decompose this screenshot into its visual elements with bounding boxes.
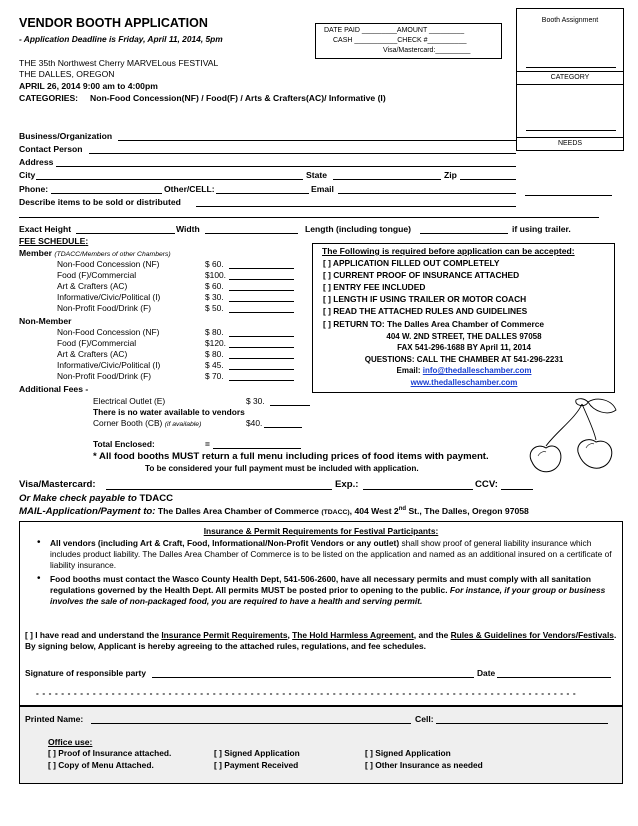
cell-input[interactable] <box>436 723 608 724</box>
booth-assignment-box <box>516 8 624 151</box>
office-check-signed[interactable]: [ ] Signed Application <box>214 748 300 758</box>
nonmember-fee-price: $ 80. <box>205 349 224 359</box>
nonmember-fee-price: $ 80. <box>205 327 224 337</box>
office-payment-box <box>315 23 502 59</box>
booth-assignment-field[interactable] <box>526 67 616 68</box>
page-title: VENDOR BOOTH APPLICATION <box>19 16 208 30</box>
member-fee-input[interactable] <box>229 312 294 313</box>
member-fee-name: Informative/Civic/Political (I) <box>57 292 161 302</box>
email-label: Email: <box>396 366 421 375</box>
member-fee-input[interactable] <box>229 301 294 302</box>
nonmember-fee-input[interactable] <box>229 347 294 348</box>
mail-to-row <box>19 506 529 518</box>
office-check-payment[interactable]: [ ] Payment Received <box>214 760 299 770</box>
insurance-bullet-1-rest: shall show proof of general liability insurance which includes product liability. The Dalles Area Chamber of Commerce is to be listed on the application and named as an additional insured on a certificate of liability insurance. <box>50 538 612 570</box>
electrical-outlet-price: $ 30. <box>246 396 265 406</box>
chamber-website-link[interactable]: www.thedalleschamber.com <box>410 378 518 387</box>
mail-abbrev: (TDACC) <box>321 509 350 516</box>
agreement-checkbox[interactable] <box>25 630 617 652</box>
insurance-bullet-2-italic: For instance, if your group or business involves the sale of non-packaged food, you are required to have a health and serving permit. <box>50 584 606 606</box>
visa-line: Visa/Mastercard:_________ <box>383 47 471 54</box>
nonmember-fee-name: Food (F)/Commercial <box>57 338 137 348</box>
no-water-note: There is no water available to vendors <box>93 407 245 417</box>
ccv-input[interactable] <box>501 489 533 490</box>
fee-schedule-label: FEE SCHEDULE: <box>19 236 89 246</box>
width-label: Width <box>176 224 200 234</box>
cash-check-line: CASH ___________CHECK #__________ <box>333 37 467 44</box>
email-label: Email <box>311 184 334 194</box>
cell-label: Cell: <box>415 714 434 724</box>
agree-link-rules[interactable]: Rules & Guidelines for Vendors/Festivals <box>450 630 614 640</box>
ccv-label: CCV: <box>475 479 498 490</box>
member-fee-price: $ 50. <box>205 303 224 313</box>
corner-booth-price: $40. <box>246 418 263 428</box>
mail-address: , 404 West 2 <box>349 506 399 516</box>
electrical-outlet-label: Electrical Outlet (E) <box>93 396 166 406</box>
member-label: Member <box>19 248 52 258</box>
fax-deadline: FAX 541-296-1688 BY April 11, 2014 <box>397 343 531 352</box>
corner-booth-row <box>93 418 201 429</box>
requirement-item[interactable]: [ ] READ THE ATTACHED RULES AND GUIDELINES <box>323 306 528 316</box>
insurance-bullet-2 <box>50 574 616 606</box>
mail-name: The Dalles Area Chamber of Commerce <box>157 506 319 516</box>
height-input[interactable] <box>76 233 175 234</box>
other-cell-label: Other/CELL: <box>164 184 215 194</box>
deadline-text: - Application Deadline is Friday, April 11, 2014, 5pm <box>19 34 223 44</box>
member-fee-name: Non-Food Concession (NF) <box>57 259 160 269</box>
category-field[interactable] <box>526 130 616 131</box>
office-check-signed-2[interactable]: [ ] Signed Application <box>365 748 451 758</box>
business-label: Business/Organization <box>19 131 113 141</box>
office-check-menu[interactable]: [ ] Copy of Menu Attached. <box>48 760 154 770</box>
electrical-outlet-input[interactable] <box>270 405 310 406</box>
describe-label: Describe items to be sold or distributed <box>19 197 181 207</box>
nonmember-fee-price: $120. <box>205 338 226 348</box>
booth-assignment-label: Booth Assignment <box>541 17 599 24</box>
member-fee-input[interactable] <box>229 268 294 269</box>
member-fee-name: Food (F)/Commercial <box>57 270 137 280</box>
width-input[interactable] <box>205 233 298 234</box>
chamber-address: 404 W. 2ND STREET, THE DALLES 97058 <box>386 332 542 341</box>
length-input[interactable] <box>420 233 508 234</box>
cut-line: - - - - - - - - - - - - - - - - - - - - - - - - - - - - - - - - - - - - - - - - - - - - - - - - - - - - - - - - - - - - - - - - - - - - - - - - - - - - - - - - - - - - - - <box>36 688 577 698</box>
office-use-box <box>19 706 623 784</box>
corner-booth-availability: (if available) <box>164 421 202 428</box>
city-label: City <box>19 170 36 180</box>
date-input[interactable] <box>497 677 611 678</box>
describe-input-line2[interactable] <box>19 217 599 218</box>
office-check-insurance[interactable]: [ ] Proof of Insurance attached. <box>48 748 172 758</box>
requirement-item[interactable]: [ ] APPLICATION FILLED OUT COMPLETELY <box>323 258 500 268</box>
nonmember-fee-name: Non-Food Concession (NF) <box>57 327 160 337</box>
exact-height-label: Exact Height <box>19 224 72 234</box>
member-fee-price: $100. <box>205 270 226 280</box>
member-fee-input[interactable] <box>229 290 294 291</box>
office-check-other-insurance[interactable]: [ ] Other Insurance as needed <box>365 760 483 770</box>
phone-input[interactable] <box>51 193 162 194</box>
nonmember-fee-price: $ 70. <box>205 371 224 381</box>
member-heading <box>19 248 171 259</box>
member-fee-price: $ 60. <box>205 259 224 269</box>
total-enclosed-input[interactable] <box>213 448 301 449</box>
questions-phone: QUESTIONS: CALL THE CHAMBER AT 541-296-2231 <box>364 355 564 364</box>
nonmember-fee-name: Informative/Civic/Political (I) <box>57 360 161 370</box>
bullet-icon: • <box>37 573 41 584</box>
member-fee-name: Art & Crafters (AC) <box>57 281 128 291</box>
address-input[interactable] <box>56 166 516 167</box>
agree-comma: , <box>287 630 293 640</box>
member-fee-price: $ 60. <box>205 281 224 291</box>
exp-label: Exp.: <box>335 479 359 490</box>
member-fee-input[interactable] <box>229 279 294 280</box>
nonmember-fee-input[interactable] <box>229 336 294 337</box>
signature-input[interactable] <box>152 677 474 678</box>
card-number-input[interactable] <box>106 489 332 490</box>
festival-name: THE 35th Northwest Cherry MARVELous FESTIVAL <box>19 58 219 68</box>
office-use-label: Office use: <box>48 737 93 747</box>
cherry-illustration <box>516 396 626 478</box>
check-prefix: Or Make check payable to <box>19 493 137 504</box>
needs-label: NEEDS <box>517 137 623 151</box>
check-payable-row <box>19 493 173 505</box>
mail-address-rest: St., The Dalles, Oregon 97058 <box>406 506 529 516</box>
signature-label: Signature of responsible party <box>25 668 146 678</box>
agree-and: , and the <box>413 630 451 640</box>
zip-input[interactable] <box>460 179 516 180</box>
mail-label: MAIL-Application/Payment to: <box>19 506 156 517</box>
city-input[interactable] <box>36 179 303 180</box>
state-label: State <box>306 170 328 180</box>
mail-address-sup: nd <box>398 506 407 513</box>
printed-name-input[interactable] <box>91 723 411 724</box>
total-enclosed-label: Total Enclosed: <box>93 439 155 449</box>
nonmember-fee-price: $ 45. <box>205 360 224 370</box>
insurance-bullet-1 <box>50 538 616 570</box>
date-label: Date <box>477 668 496 678</box>
festival-city: THE DALLES, OREGON <box>19 69 115 79</box>
nonmember-fee-name: Non-Profit Food/Drink (F) <box>57 371 152 381</box>
agree-rest: . By signing below, Applicant is hereby agreeing to the attached rules, regulations, and fee schedules. <box>25 630 617 651</box>
describe-input[interactable] <box>196 206 516 207</box>
categories-label: CATEGORIES: <box>19 93 79 103</box>
business-input[interactable] <box>118 140 516 141</box>
corner-booth-input[interactable] <box>264 427 302 428</box>
chamber-email-row <box>316 366 612 376</box>
chamber-website-row <box>316 378 612 388</box>
other-cell-input[interactable] <box>216 193 309 194</box>
insurance-bullet-1-bold: All vendors (including Art & Craft, Food, Informational/Non-Profit Vendors or any outlet) <box>50 538 400 548</box>
state-input[interactable] <box>333 179 441 180</box>
member-fee-price: $ 30. <box>205 292 224 302</box>
insurance-title: Insurance & Permit Requirements for Festival Participants: <box>203 526 439 536</box>
total-equals: = <box>205 439 210 449</box>
agree-link-hold-harmless[interactable]: The Hold Harmless Agreement <box>292 630 414 640</box>
agree-prefix: [ ] I have read and understand the <box>25 630 162 640</box>
phone-label: Phone: <box>19 184 49 194</box>
additional-fees-label: Additional Fees - <box>19 384 89 394</box>
corner-booth-label: Corner Booth (CB) <box>93 418 163 428</box>
festival-date: APRIL 26, 2014 9:00 am to 4:00pm <box>19 81 158 91</box>
date-paid-line: DATE PAID _________AMOUNT _________ <box>324 27 465 34</box>
full-payment-note: To be considered your full payment must be included with application. <box>145 464 419 473</box>
nonmember-fee-input[interactable] <box>229 358 294 359</box>
printed-name-label: Printed Name: <box>25 714 84 724</box>
requirement-item[interactable]: [ ] ENTRY FEE INCLUDED <box>323 282 426 292</box>
exp-input[interactable] <box>363 489 473 490</box>
chamber-email-link[interactable]: info@thedalleschamber.com <box>422 366 532 375</box>
member-note: (TDACC/Members of other Chambers) <box>54 251 171 258</box>
agree-link-insurance[interactable]: Insurance Permit Requirements <box>161 630 288 640</box>
contact-label: Contact Person <box>19 144 83 154</box>
length-label: Length (including tongue) <box>305 224 411 234</box>
menu-note: * All food booths MUST return a full menu including prices of food items with payment. <box>93 451 489 462</box>
visa-label: Visa/Mastercard: <box>19 479 96 490</box>
bullet-icon: • <box>37 537 41 548</box>
zip-label: Zip <box>444 170 457 180</box>
requirements-title: The Following is required before application can be accepted: <box>322 246 575 256</box>
nonmember-label: Non-Member <box>19 316 72 326</box>
requirement-item[interactable]: [ ] CURRENT PROOF OF INSURANCE ATTACHED <box>323 270 520 280</box>
insurance-bullet-2-bold: Food booths must contact the Wasco County Health Dept, 541-506-2600, have all necessary permits and must comply with all sanitation regulations governed by the Health Dept. All permits MUST be posted prior to opening to the public. <box>50 574 591 595</box>
nonmember-fee-input[interactable] <box>229 380 294 381</box>
category-label: CATEGORY <box>517 71 623 85</box>
nonmember-fee-name: Art & Crafters (AC) <box>57 349 128 359</box>
requirement-item[interactable]: [ ] LENGTH IF USING TRAILER OR MOTOR COACH <box>323 294 527 304</box>
email-input[interactable] <box>338 193 516 194</box>
member-fee-name: Non-Profit Food/Drink (F) <box>57 303 152 313</box>
contact-input[interactable] <box>89 153 516 154</box>
check-payee: TDACC <box>139 493 174 504</box>
address-label: Address <box>19 157 54 167</box>
requirement-item[interactable]: [ ] RETURN TO: The Dalles Area Chamber of Commerce <box>323 319 545 329</box>
nonmember-fee-input[interactable] <box>229 369 294 370</box>
categories-text: Non-Food Concession(NF) / Food(F) / Arts & Crafters(AC)/ Informative (I) <box>90 93 386 103</box>
trailer-note: if using trailer. <box>512 224 571 234</box>
needs-field[interactable] <box>525 195 612 196</box>
